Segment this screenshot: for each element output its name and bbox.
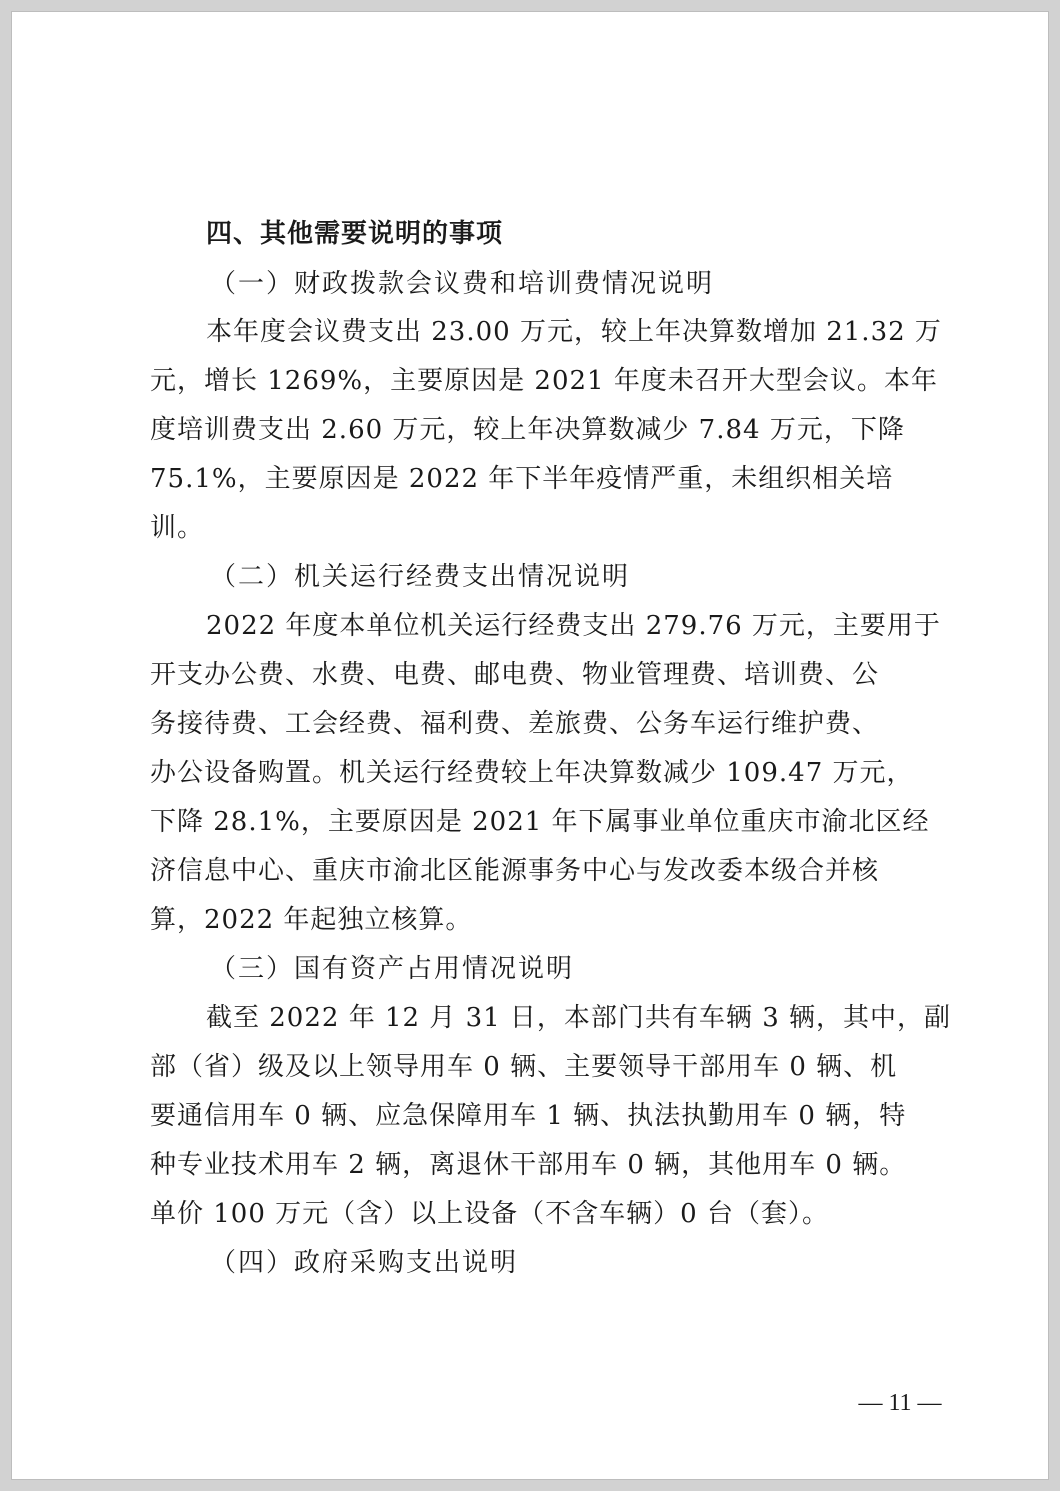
subsection-title-2: （二）机关运行经费支出情况说明 xyxy=(210,562,631,592)
paragraph-line: 开支办公费、水费、电费、邮电费、物业管理费、培训费、公 xyxy=(150,660,880,690)
paragraph-line: 单价 100 万元（含）以上设备（不含车辆）0 台（套）。 xyxy=(150,1199,829,1229)
paragraph-line: 2022 年度本单位机关运行经费支出 279.76 万元，主要用于 xyxy=(206,611,941,641)
paragraph-line: 元，增长 1269%，主要原因是 2021 年度未召开大型会议。本年 xyxy=(150,366,938,396)
paragraph-line: 训。 xyxy=(150,513,205,543)
paragraph-line: 度培训费支出 2.60 万元，较上年决算数减少 7.84 万元，下降 xyxy=(150,415,905,445)
paragraph-line: 下降 28.1%，主要原因是 2021 年下属事业单位重庆市渝北区经 xyxy=(150,807,930,837)
paragraph-line: 济信息中心、重庆市渝北区能源事务中心与发改委本级合并核 xyxy=(150,856,880,886)
subsection-title-4: （四）政府采购支出说明 xyxy=(210,1248,519,1278)
paragraph-line: 部（省）级及以上领导用车 0 辆、主要领导干部用车 0 辆、机 xyxy=(150,1052,898,1082)
document-page xyxy=(12,12,1048,1479)
subsection-title-3: （三）国有资产占用情况说明 xyxy=(210,954,575,984)
paragraph-line: 本年度会议费支出 23.00 万元，较上年决算数增加 21.32 万 xyxy=(206,317,942,347)
paragraph-line: 办公设备购置。机关运行经费较上年决算数减少 109.47 万元， xyxy=(150,758,914,788)
paragraph-line: 截至 2022 年 12 月 31 日，本部门共有车辆 3 辆，其中，副 xyxy=(206,1003,951,1033)
subsection-title-1: （一）财政拨款会议费和培训费情况说明 xyxy=(210,269,715,299)
section-heading: 四、其他需要说明的事项 xyxy=(206,219,504,249)
paragraph-line: 75.1%，主要原因是 2022 年下半年疫情严重，未组织相关培 xyxy=(150,464,894,494)
page-number: — 11 — xyxy=(858,1390,942,1416)
paragraph-line: 务接待费、工会经费、福利费、差旅费、公务车运行维护费、 xyxy=(150,709,880,739)
paragraph-line: 算，2022 年起独立核算。 xyxy=(150,905,473,935)
paragraph-line: 种专业技术用车 2 辆，离退休干部用车 0 辆，其他用车 0 辆。 xyxy=(150,1150,907,1180)
paragraph-line: 要通信用车 0 辆、应急保障用车 1 辆、执法执勤用车 0 辆，特 xyxy=(150,1101,907,1131)
